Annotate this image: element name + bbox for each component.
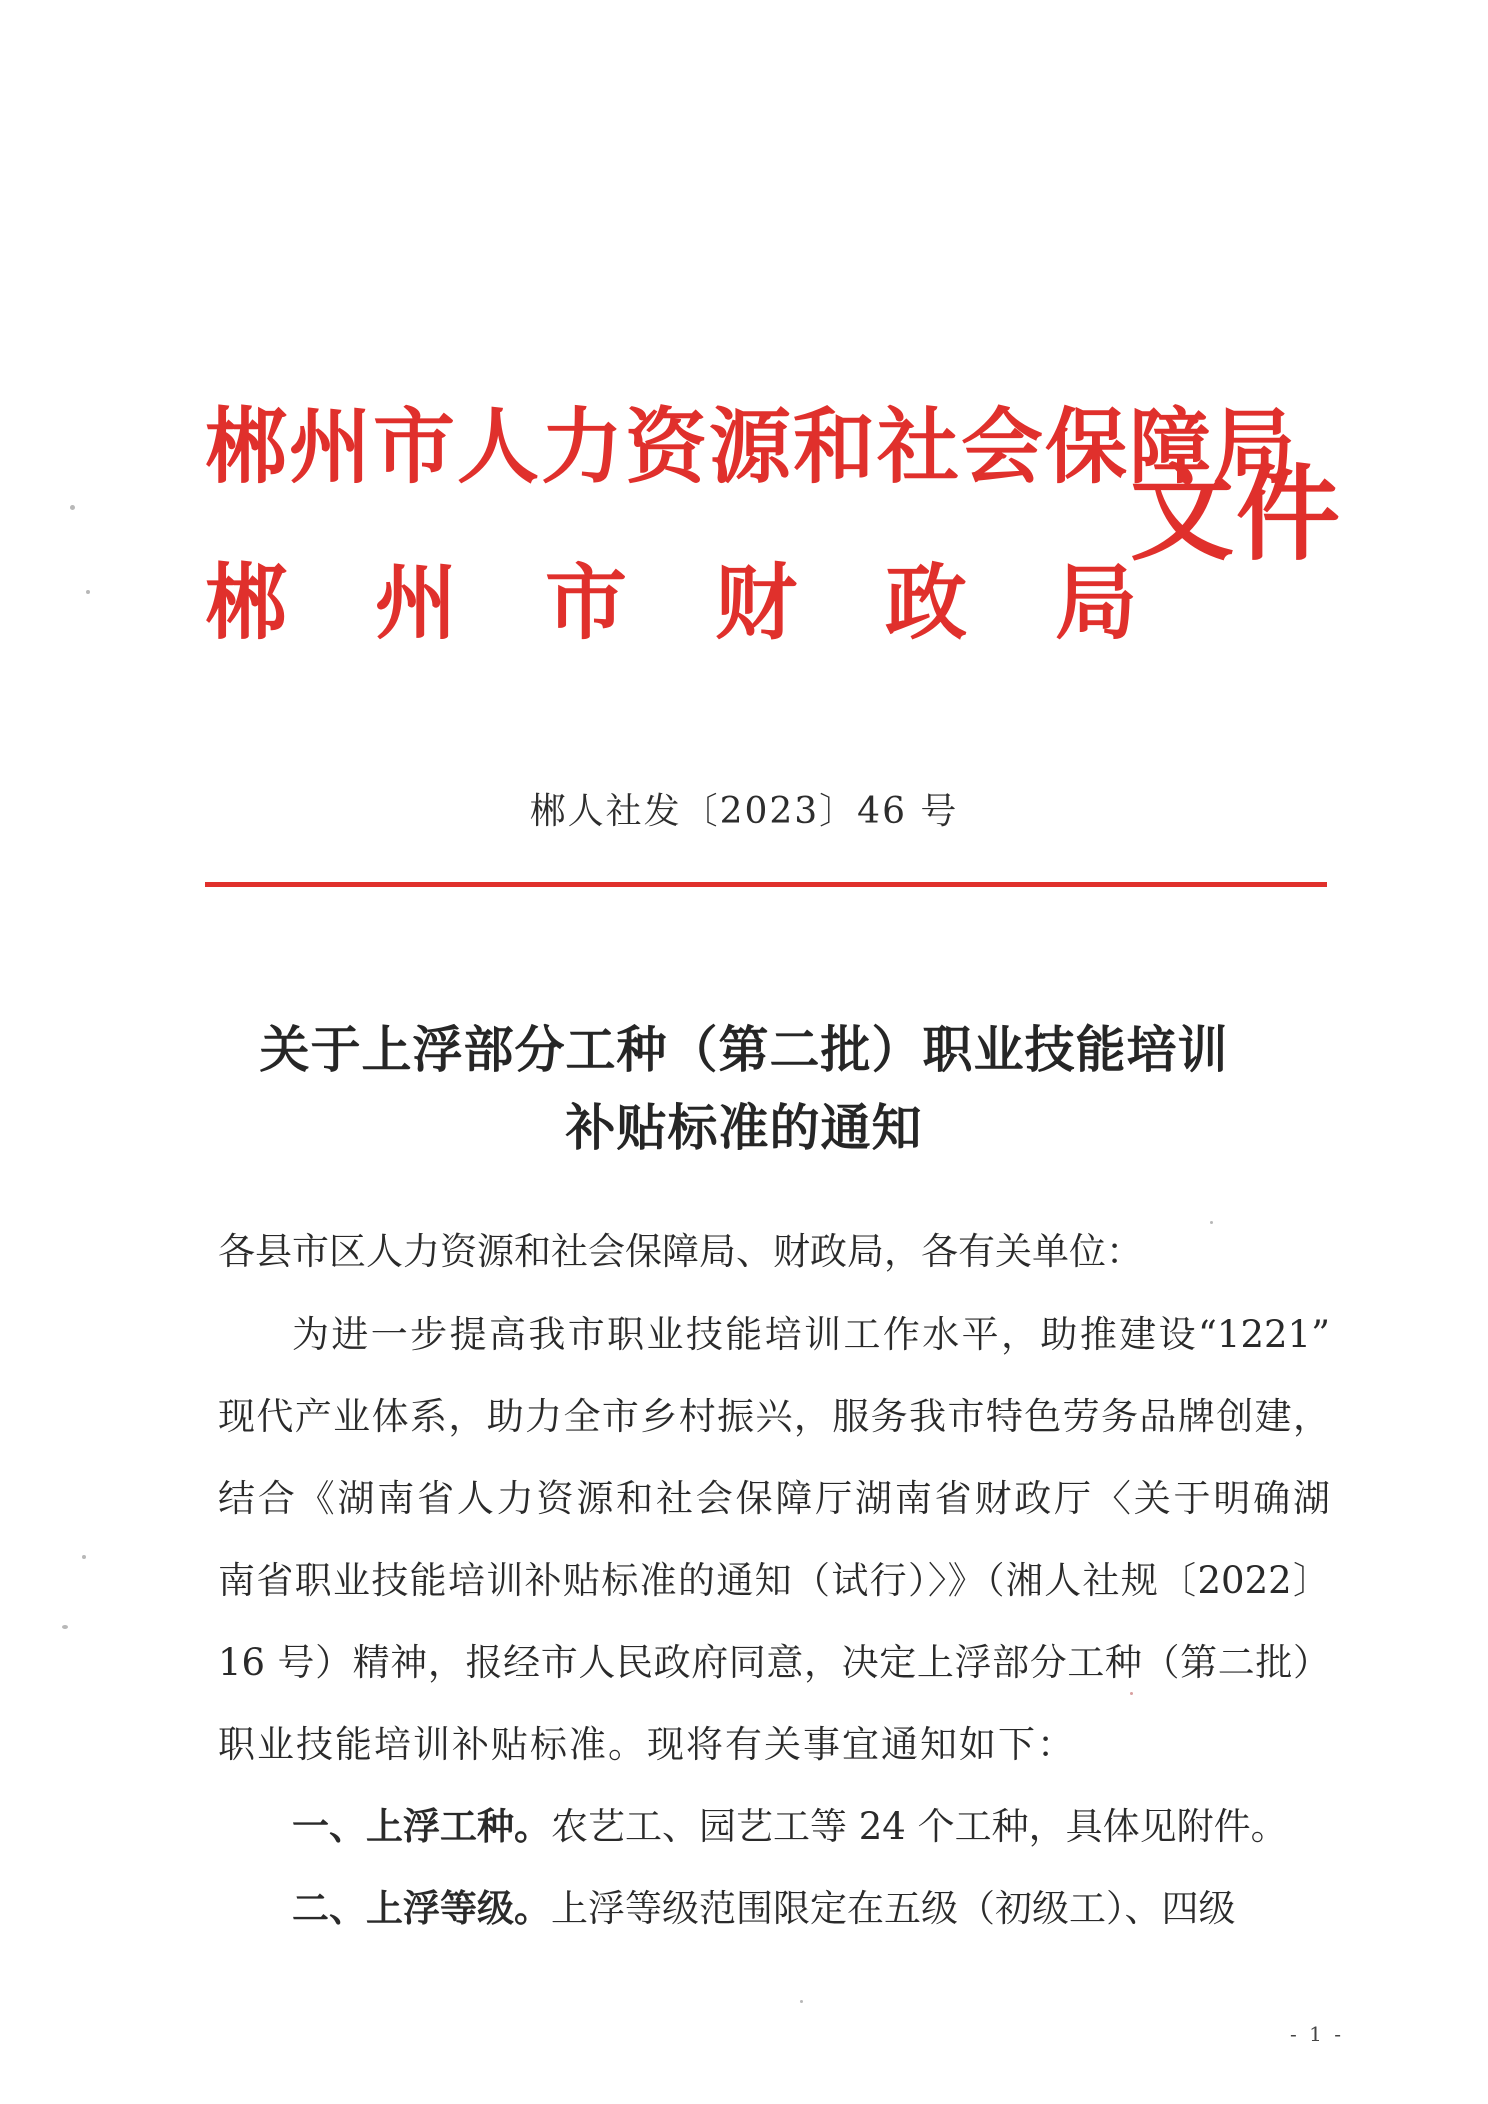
- red-separator-rule: [205, 882, 1327, 887]
- document-title-line-2: 补贴标准的通知: [565, 1099, 923, 1157]
- item-1-text: 农艺工、园艺工等 24 个工种，具体见附件。: [551, 1805, 1288, 1848]
- document-title-line-1: 关于上浮部分工种（第二批）职业技能培训: [259, 1021, 1229, 1079]
- intro-line-4: 南省职业技能培训补贴标准的通知（试行）〉》（湘人社规〔2022〕: [218, 1559, 1330, 1602]
- intro-line-5: 16 号）精神，报经市人民政府同意，决定上浮部分工种（第二批）: [218, 1641, 1330, 1684]
- issuer-line-1: 郴州市人力资源和社会保障局: [205, 399, 1298, 495]
- intro-line-1: 为进一步提高我市职业技能培训工作水平，助推建设“1221”: [292, 1313, 1330, 1356]
- scan-speck: [86, 590, 90, 594]
- item-2: [292, 1887, 1330, 1931]
- scan-speck: [62, 1625, 68, 1629]
- doc-type-label: 文件: [1130, 452, 1343, 575]
- scan-speck: [1210, 1221, 1213, 1224]
- item-2-text: 上浮等级范围限定在五级（初级工）、四级: [551, 1887, 1236, 1930]
- item-1-lead: 一、上浮工种。: [292, 1805, 551, 1848]
- document-number: 郴人社发〔2023〕46 号: [529, 791, 959, 832]
- intro-line-6: 职业技能培训补贴标准。现将有关事宜通知如下：: [218, 1723, 1076, 1766]
- page-number: - 1 -: [1290, 2022, 1344, 2046]
- intro-line-3: 结合《湖南省人力资源和社会保障厅湖南省财政厅〈关于明确湖: [218, 1477, 1330, 1520]
- issuer-line-2: 郴州市财政局: [205, 555, 1226, 651]
- scan-speck: [70, 505, 75, 510]
- scan-speck: [1130, 1692, 1133, 1695]
- scan-speck: [800, 2000, 803, 2003]
- item-1: [292, 1805, 1330, 1849]
- salutation: 各县市区人力资源和社会保障局、财政局，各有关单位：: [218, 1230, 1143, 1273]
- scan-speck: [82, 1555, 86, 1559]
- intro-line-2: 现代产业体系，助力全市乡村振兴，服务我市特色劳务品牌创建，: [218, 1395, 1330, 1438]
- item-2-lead: 二、上浮等级。: [292, 1887, 551, 1930]
